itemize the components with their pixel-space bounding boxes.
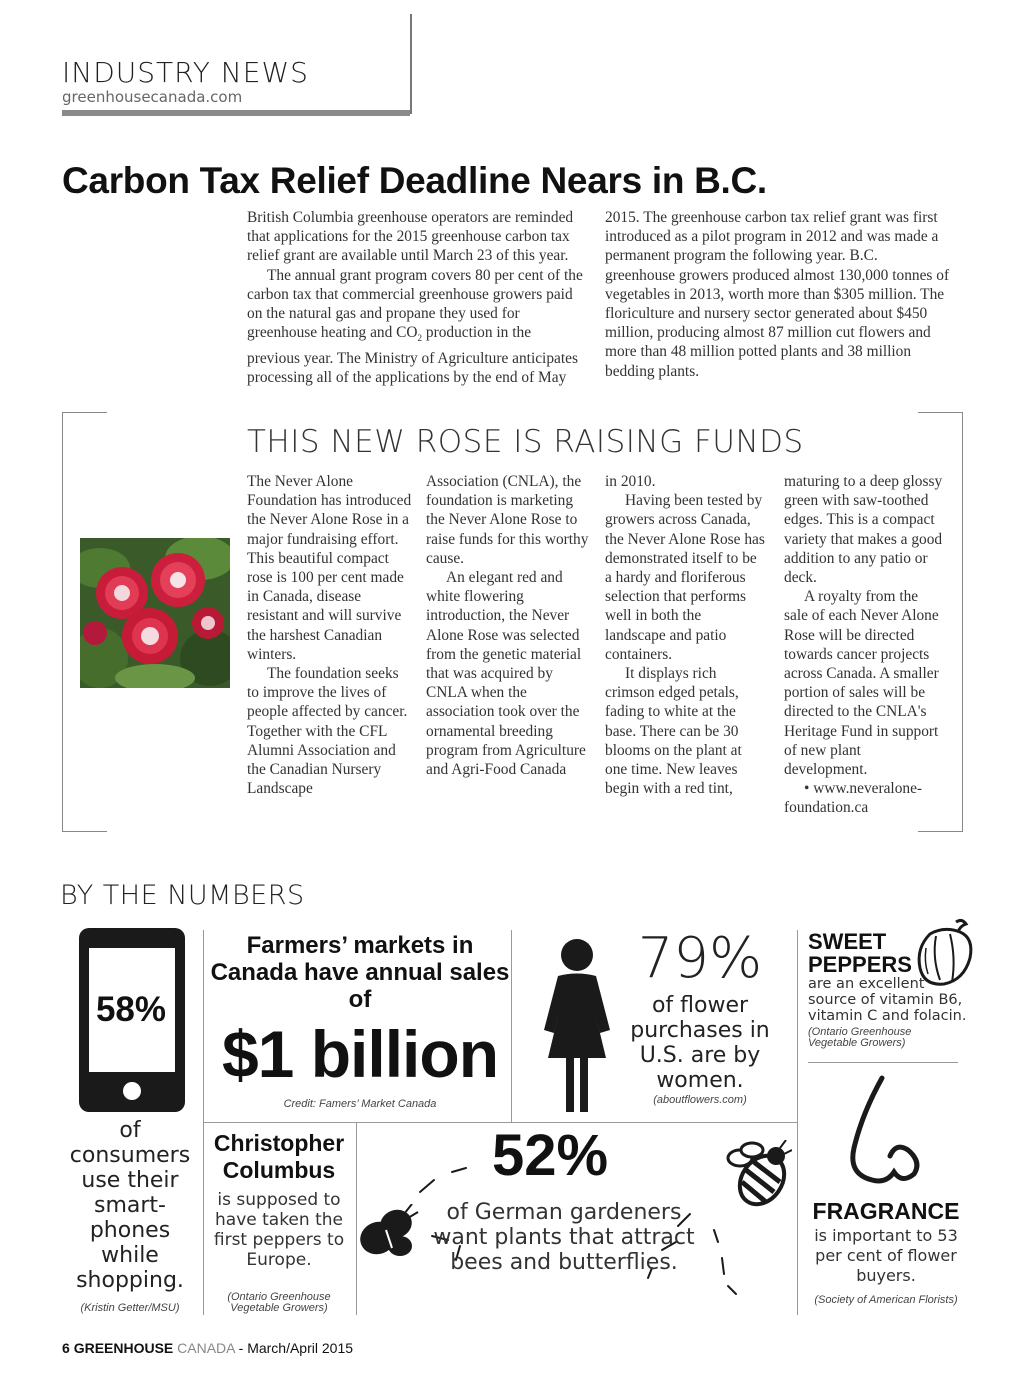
- footer-issue: March/April 2015: [247, 1340, 354, 1356]
- farmers-stat-credit: Credit: Famers’ Market Canada: [283, 1098, 437, 1110]
- gardeners-stat-value: 52%: [491, 1123, 609, 1188]
- columbus-stat-title: Christopher Columbus: [213, 1130, 345, 1183]
- paragraph: An elegant red and white flowering introduction, the Never Alone Rose was selected from the genetic material that was acquired by CNLA when the association took over the ornamental breeding program from Agriculture and Agri-Food Canada: [426, 569, 586, 779]
- peppers-stat-credit: (Ontario Greenhouse Vegetable Growers): [808, 1026, 912, 1049]
- phone-stat-text: of consumers use their smart-phones while shopping.: [69, 1118, 191, 1293]
- article-column-2: [605, 208, 950, 381]
- farmers-stat-value: $1 billion: [221, 1017, 499, 1091]
- paragraph: The Never Alone Foundation has introduced the Never Alone Rose in a major fundraising effort. This beautiful compact rose is 100 per cent made in Canada, disease resistant and will survive the harshest Canadian winters.: [247, 473, 412, 663]
- women-stat-credit: (aboutflowers.com): [653, 1094, 747, 1106]
- grid-divider: [797, 930, 798, 1315]
- paragraph: maturing to a deep glossy green with saw-toothed edges. This is a compact variety that makes a good addition to any patio or deck.: [784, 473, 943, 587]
- butterfly-icon: [356, 1204, 422, 1270]
- fragrance-stat-text: is important to 53 per cent of flower buyers.: [814, 1226, 958, 1285]
- peppers-stat-title: SWEET PEPPERS: [808, 929, 912, 977]
- grid-divider: [511, 930, 512, 1122]
- columbus-stat-credit: (Ontario Greenhouse Vegetable Growers): [227, 1291, 331, 1314]
- columbus-stat-text: is supposed to have taken the first peppers to Europe.: [213, 1190, 345, 1270]
- grid-divider: [808, 1062, 958, 1063]
- paragraph: Association (CNLA), the foundation is marketing the Never Alone Rose to raise funds for this worthy cause.: [426, 473, 589, 567]
- bee-icon: [722, 1140, 792, 1212]
- paragraph: It displays rich crimson edged petals, fading to white at the base. There can be 30 blooms on the plant at one time. New leaves begin with a red tint,: [605, 665, 742, 798]
- footer-brand-suffix: CANADA: [177, 1340, 235, 1356]
- paragraph: Having been tested by growers across Canada, the Never Alone Rose has demonstrated itself to be a hardy and floriferous selection that performs well in both the landscape and patio containers.: [605, 492, 765, 663]
- nose-icon: [846, 1074, 922, 1186]
- peppers-stat-text: are an excellent source of vitamin B6, vitamin C and folacin.: [808, 976, 967, 1024]
- phone-stat-value: 58%: [95, 990, 167, 1029]
- numbers-section-title: BY THE NUMBERS: [60, 880, 305, 911]
- page-number: 6: [62, 1340, 70, 1356]
- website-link[interactable]: • www.neveralone-foundation.ca: [784, 780, 923, 817]
- paragraph: [247, 266, 583, 387]
- rose-article-title: THIS NEW ROSE IS RAISING FUNDS: [247, 424, 804, 460]
- woman-icon: [536, 938, 618, 1112]
- rose-column-2: [426, 472, 591, 779]
- site-url[interactable]: greenhousecanada.com: [62, 88, 243, 106]
- paragraph: The foundation seeks to improve the lives of people affected by cancer. Together with the CFL Alumni Association and the Canadian Nursery Landscape: [247, 665, 408, 798]
- phone-stat-credit: (Kristin Getter/MSU): [80, 1302, 180, 1314]
- rose-column-4: [784, 472, 944, 818]
- fragrance-stat-credit: (Society of American Florists): [814, 1294, 958, 1306]
- paragraph: British Columbia greenhouse operators are reminded that applications for the 2015 greenhouse carbon tax relief grant are available until March 23 of this year.: [247, 209, 574, 265]
- paragraph: A royalty from the sale of each Never Alone Rose will be directed towards cancer projects across Canada. A smaller portion of sales will be directed to the CNLA's Heritage Fund in support of new plant development.: [784, 588, 939, 779]
- section-title: INDUSTRY NEWS: [62, 56, 309, 89]
- fragrance-stat-title: FRAGRANCE: [812, 1198, 960, 1224]
- article-column-1: [247, 208, 583, 387]
- paragraph-text: production in the previous year. The Ministry of Agriculture anticipates processing all of the applications by the end of May: [247, 324, 578, 386]
- article-headline: Carbon Tax Relief Deadline Nears in B.C.: [62, 160, 767, 201]
- paragraph-text: The annual grant program covers 80 per cent of the carbon tax that commercial greenhouse growers paid on the natural gas and propane they used for greenhouse heating and CO: [247, 266, 583, 342]
- page-footer: [62, 1340, 353, 1356]
- women-stat-text: of flower purchases in U.S. are by women.: [630, 993, 770, 1093]
- rose-column-1: [247, 472, 412, 798]
- farmers-stat-heading: Farmers’ markets in Canada have annual sales of: [210, 932, 510, 1013]
- subscript: 2: [417, 333, 423, 344]
- header-rule: [62, 110, 410, 116]
- grid-divider: [203, 930, 204, 1122]
- paragraph: 2015. The greenhouse carbon tax relief grant was first introduced as a pilot program in 2012 and was made a permanent program the following year. B.C. greenhouse growers produced almost 130,000 tonnes of vegetables in 2013, worth more than $305 million. The floriculture and nursery sector generated about $450 million, producing almost 87 million cut flowers and more than 48 million potted plants and 38 million bedding plants.: [605, 209, 950, 380]
- rose-photo: [80, 538, 230, 688]
- footer-separator: -: [238, 1340, 244, 1356]
- rose-column-3: [605, 472, 765, 798]
- gardeners-stat-text: of German gardeners want plants that attract bees and butterflies.: [433, 1200, 695, 1275]
- women-stat-value: 79%: [637, 926, 763, 991]
- paragraph: in 2010.: [605, 473, 656, 490]
- footer-brand: GREENHOUSE: [73, 1340, 174, 1356]
- grid-divider: [203, 1122, 204, 1315]
